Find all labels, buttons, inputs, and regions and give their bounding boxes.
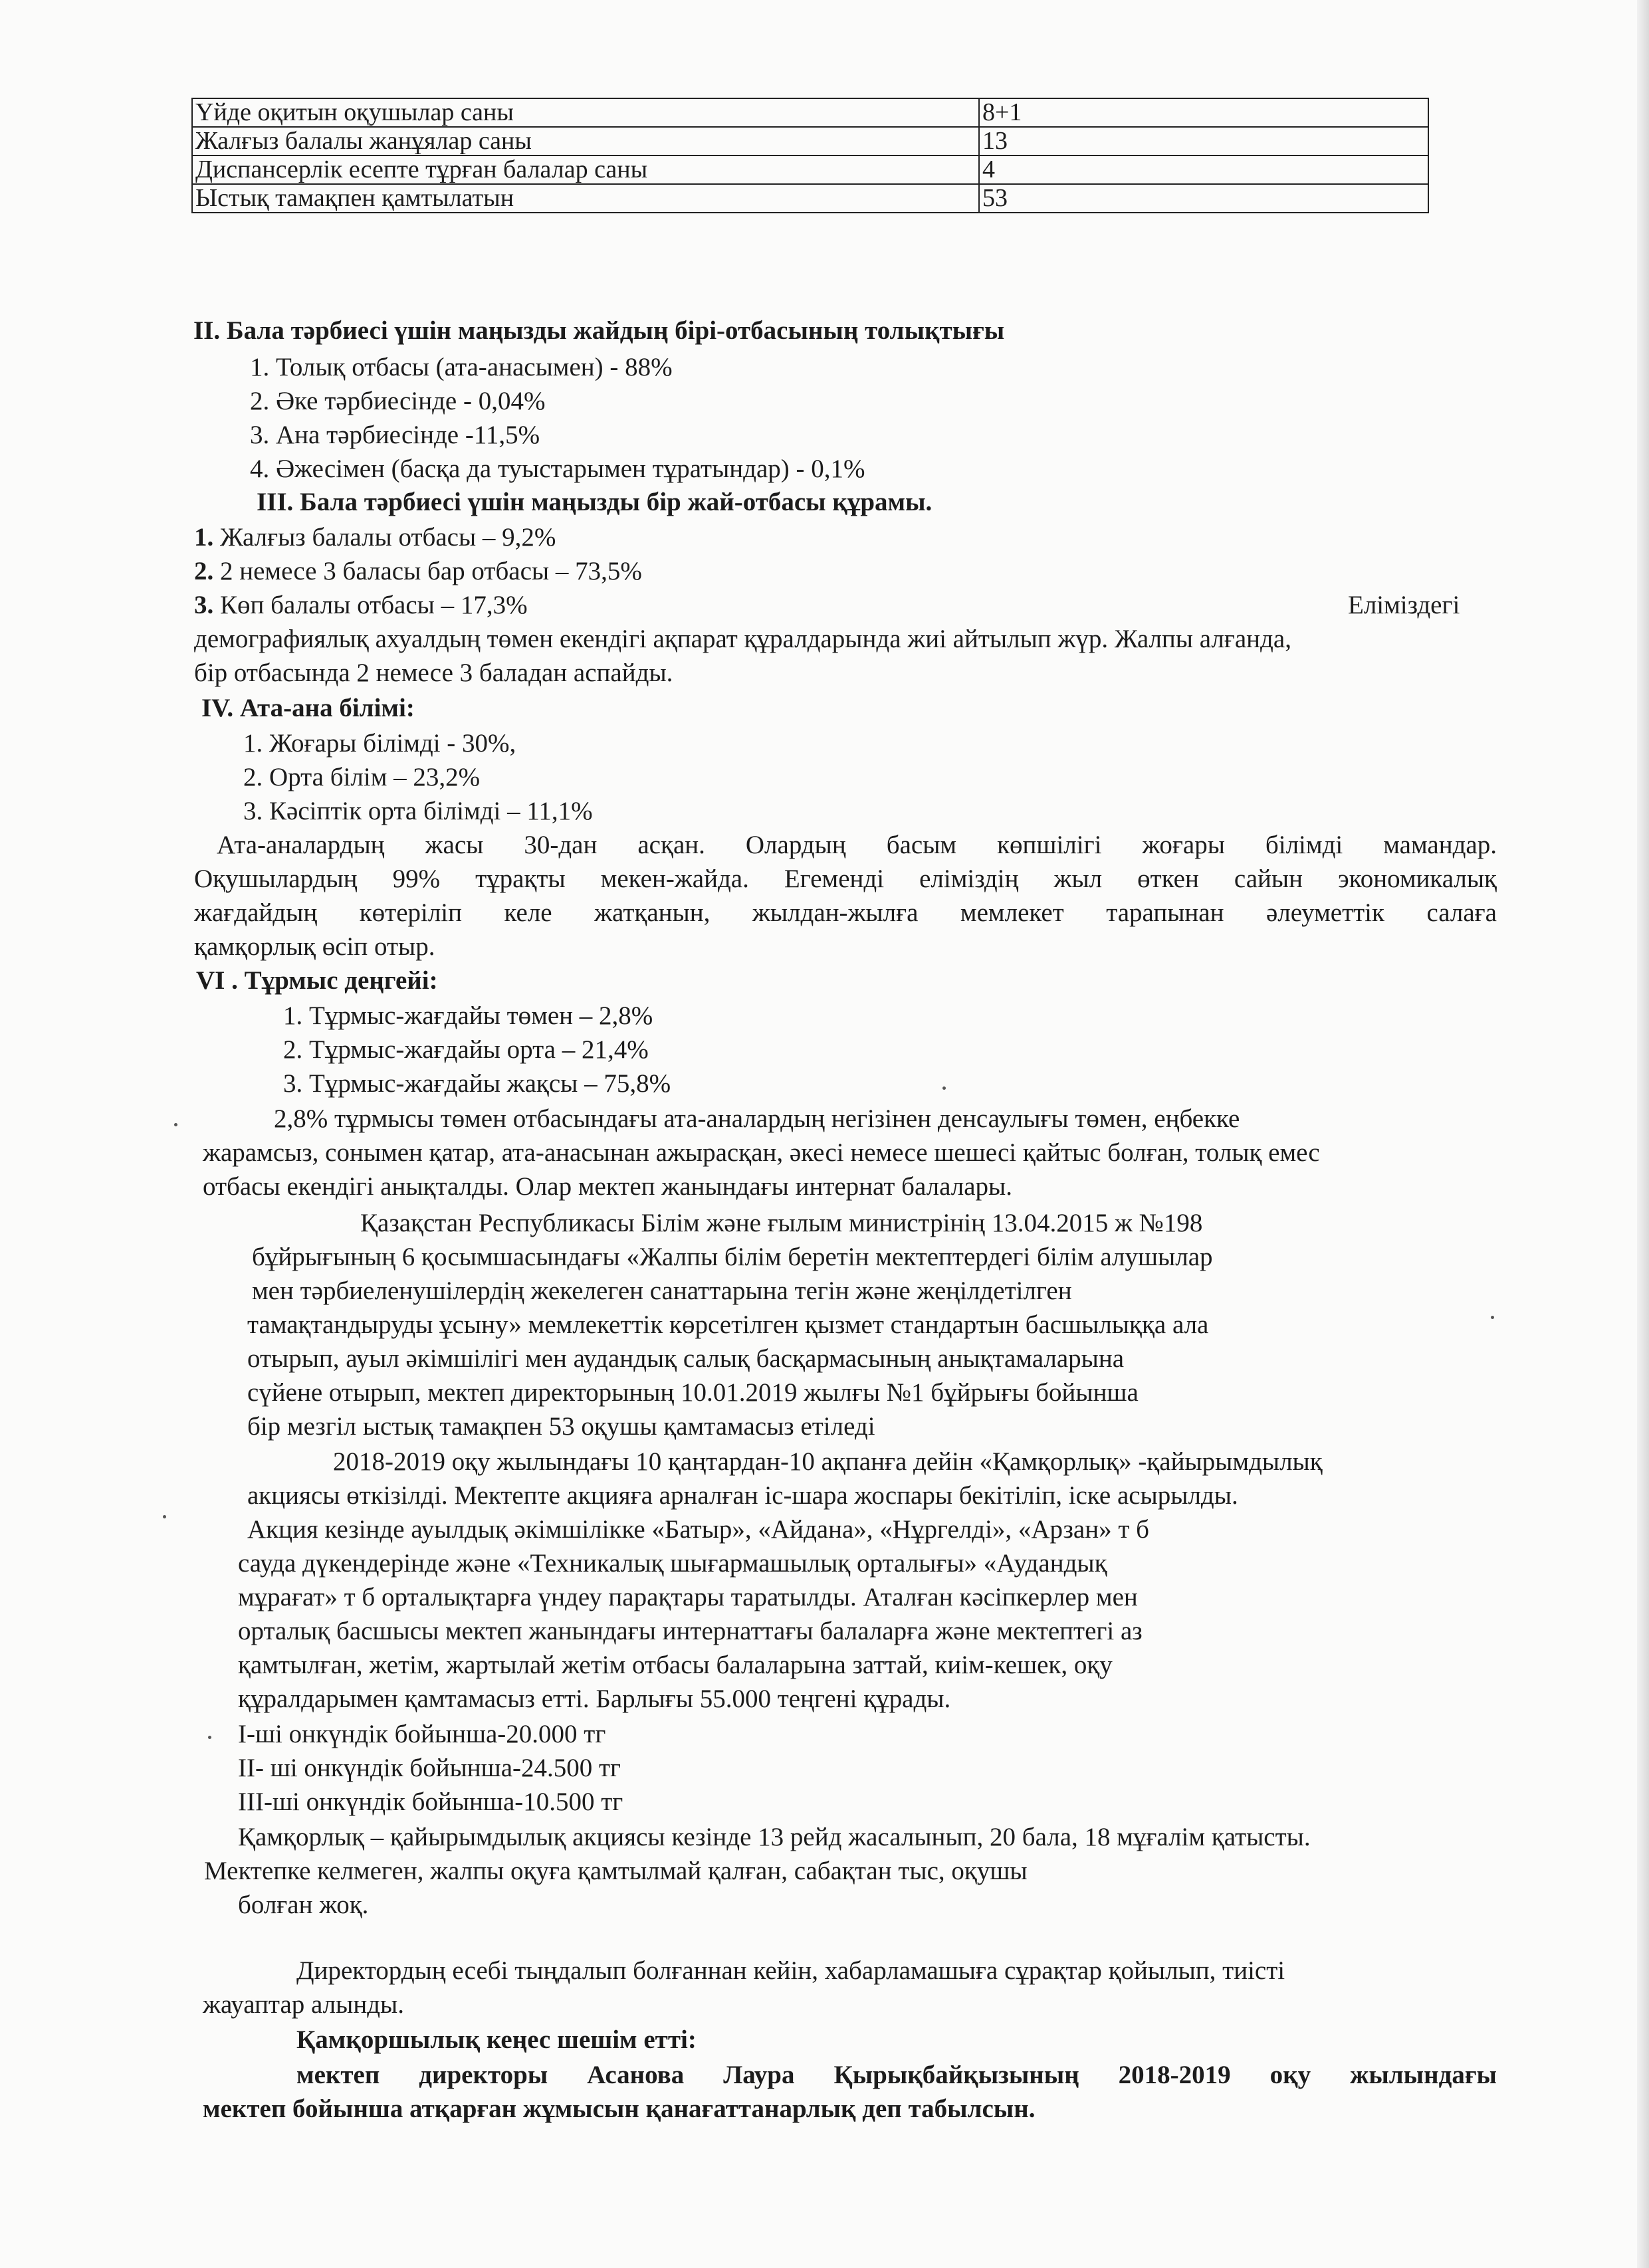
list-item: 1. Тұрмыс-жағдайы төмен – 2,8% bbox=[283, 1001, 653, 1030]
decision-heading: Қамқоршылық кеңес шешім етті: bbox=[296, 2025, 697, 2054]
paragraph-line: бір мезгіл ыстық тамақпен 53 оқушы қамтамасыз етіледі bbox=[247, 1412, 875, 1441]
stats-table bbox=[191, 98, 1429, 213]
paragraph-line: 2018-2019 оқу жылындағы 10 қаңтардан-10 ақпанға дейін «Қамқорлық» -қайырымдылық bbox=[333, 1447, 1323, 1476]
table-cell-label: Жалғыз балалы жанұялар саны bbox=[192, 127, 979, 155]
paragraph-line: отбасы екендігі анықталды. Олар мектеп жанындағы интернат балалары. bbox=[203, 1172, 1012, 1201]
section-6-heading: VI . Тұрмыс деңгейі: bbox=[196, 966, 438, 995]
paragraph-line: бұйрығының 6 қосымшасындағы «Жалпы білім беретін мектептердегі білім алушылар bbox=[252, 1243, 1213, 1271]
paragraph-line: Мектепке келмеген, жалпы оқуға қамтылмай қалған, сабақтан тыс, оқушы bbox=[204, 1857, 1028, 1885]
paragraph-line: Қамқорлық – қайырымдылық акциясы кезінде 13 рейд жасалынып, 20 бала, 18 мұғалім қатысты. bbox=[238, 1823, 1311, 1851]
list-item bbox=[194, 590, 528, 621]
list-item: 2. Әке тәрбиесінде - 0,04% bbox=[250, 387, 546, 415]
section-3-heading: III. Бала тәрбиесі үшін маңызды бір жай-отбасы құрамы. bbox=[257, 488, 933, 516]
paragraph-line: Акция кезінде ауылдық әкімшілікке «Батыр», «Айдана», «Нұргелді», «Арзан» т б bbox=[247, 1515, 1150, 1544]
paragraph-line: акциясы өткізілді. Мектепте акцияға арналған іс-шара жоспары бекітіліп, іске асырылды. bbox=[247, 1481, 1238, 1510]
scan-speck bbox=[942, 1086, 946, 1090]
table-row bbox=[192, 127, 1428, 155]
item-text: Жалғыз балалы отбасы – 9,2% bbox=[213, 523, 556, 552]
paragraph-line: жарамсыз, сонымен қатар, ата-анасынан ажырасқан, әкесі немесе шешесі қайтыс болған, толық емес bbox=[203, 1138, 1320, 1167]
table-row bbox=[192, 184, 1428, 213]
list-item: 1. Жоғары білімді - 30%, bbox=[243, 729, 516, 758]
scan-speck bbox=[163, 1515, 166, 1518]
table-cell-value: 13 bbox=[979, 127, 1428, 155]
paragraph-line: Еліміздегі bbox=[1348, 591, 1460, 619]
item-text: 2 немесе 3 баласы бар отбасы – 73,5% bbox=[213, 557, 642, 585]
item-number: 2. bbox=[194, 557, 214, 585]
paragraph-line: сауда дүкендерінде және «Техникалық шығармашылық орталығы» «Аудандық bbox=[238, 1549, 1107, 1578]
item-text: Көп балалы отбасы – 17,3% bbox=[213, 591, 528, 619]
list-item: І-ші онкүндік бойынша-20.000 тг bbox=[238, 1720, 606, 1748]
section-2-heading: II. Бала тәрбиесі үшін маңызды жайдың бірі-отбасының толықтығы bbox=[193, 316, 1005, 345]
paragraph-line: Директордың есебі тыңдалып болғаннан кейін, хабарламашыға сұрақтар қойылып, тиісті bbox=[296, 1956, 1285, 1985]
paragraph-line: мен тәрбиеленушілердің жекелеген санаттарына тегін және жеңілдетілген bbox=[252, 1277, 1072, 1305]
list-item: 3. Тұрмыс-жағдайы жақсы – 75,8% bbox=[283, 1069, 671, 1098]
paragraph-line: жауаптар алынды. bbox=[203, 1990, 404, 2019]
table-cell-value: 8+1 bbox=[979, 98, 1428, 127]
paragraph-line: Қазақстан Республикасы Білім және ғылым министрінің 13.04.2015 ж №198 bbox=[360, 1209, 1203, 1237]
paragraph-line: мұрағат» т б орталықтарға үндеу парақтары таратылды. Аталған кәсіпкерлер мен bbox=[238, 1583, 1138, 1611]
table-cell-label: Диспансерлік есепте тұрған балалар саны bbox=[192, 155, 979, 184]
paragraph-line: қамтылған, жетім, жартылай жетім отбасы балаларына заттай, киім-кешек, оқу bbox=[238, 1651, 1113, 1679]
list-item bbox=[194, 556, 642, 587]
item-number: 3. bbox=[194, 591, 214, 619]
list-item: 2. Орта білім – 23,2% bbox=[243, 763, 481, 791]
paragraph-line: орталық басшысы мектеп жанындағы интернаттағы балаларға және мектептегі аз bbox=[238, 1617, 1143, 1645]
list-item: ІІ- ші онкүндік бойынша-24.500 тг bbox=[238, 1754, 621, 1782]
table-cell-label: Үйде оқитын оқушылар саны bbox=[192, 98, 979, 127]
list-item: 1. Толық отбасы (ата-анасымен) - 88% bbox=[250, 353, 673, 381]
list-item: ІІІ-ші онкүндік бойынша-10.500 тг bbox=[238, 1788, 623, 1816]
table-cell-value: 4 bbox=[979, 155, 1428, 184]
paragraph-line: демографиялық ахуалдың төмен екендігі ақпарат құралдарында жиі айтылып жүр. Жалпы алғанда, bbox=[194, 625, 1291, 653]
table-row bbox=[192, 98, 1428, 127]
paragraph-line: болған жоқ. bbox=[238, 1891, 369, 1919]
list-item: 2. Тұрмыс-жағдайы орта – 21,4% bbox=[283, 1035, 649, 1064]
table-cell-label: Ыстық тамақпен қамтылатын bbox=[192, 184, 979, 213]
paragraph-line: 2,8% тұрмысы төмен отбасындағы ата-аналардың негізінен денсаулығы төмен, еңбекке bbox=[274, 1104, 1240, 1133]
paragraph-line: отырып, ауыл әкімшілігі мен аудандық салық басқармасының анықтамаларына bbox=[247, 1344, 1125, 1373]
paragraph-line: сүйене отырып, мектеп директорының 10.01.2019 жылғы №1 бұйрығы бойынша bbox=[247, 1378, 1139, 1407]
list-item: 3. Ана тәрбиесінде -11,5% bbox=[250, 421, 540, 449]
table-row bbox=[192, 155, 1428, 184]
paragraph-line: тамақтандыруды ұсыну» мемлекеттік көрсетілген қызмет стандартын басшылыққа ала bbox=[247, 1310, 1209, 1339]
section-4-heading: IV. Ата-ана білімі: bbox=[201, 694, 415, 722]
paragraph-line: жағдайдың көтеріліп келе жатқанын, жылдан-жылға мемлекет тарапынан әлеуметтік салаға bbox=[194, 898, 1497, 927]
scan-speck bbox=[208, 1736, 211, 1739]
scan-speck bbox=[1491, 1316, 1494, 1319]
list-item bbox=[194, 522, 556, 553]
item-number: 1. bbox=[194, 523, 214, 552]
list-item: 4. Әжесімен (басқа да туыстарымен тұратындар) - 0,1% bbox=[250, 455, 865, 483]
paragraph-line: бір отбасында 2 немесе 3 баладан аспайды. bbox=[194, 659, 673, 687]
paragraph-line: Ата-аналардың жасы 30-дан асқан. Олардың басым көпшілігі жоғары білімді мамандар. bbox=[217, 831, 1497, 859]
scan-speck bbox=[174, 1123, 177, 1126]
decision-line: мектеп бойынша атқарған жұмысын қанағаттанарлық деп табылсын. bbox=[203, 2095, 1036, 2123]
paragraph-line: құралдарымен қамтамасыз етті. Барлығы 55.000 теңгені құрады. bbox=[238, 1685, 951, 1713]
paragraph-line: Оқушылардың 99% тұрақты мекен-жайда. Егеменді еліміздің жыл өткен сайын экономикалық bbox=[194, 865, 1497, 893]
decision-line: мектеп директоры Асанова Лаура Қырықбайқызының 2018-2019 оқу жылындағы bbox=[296, 2061, 1497, 2089]
list-item: 3. Кәсіптік орта білімді – 11,1% bbox=[243, 797, 593, 825]
table-cell-value: 53 bbox=[979, 184, 1428, 213]
paragraph-line: қамқорлық өсіп отыр. bbox=[194, 932, 435, 961]
